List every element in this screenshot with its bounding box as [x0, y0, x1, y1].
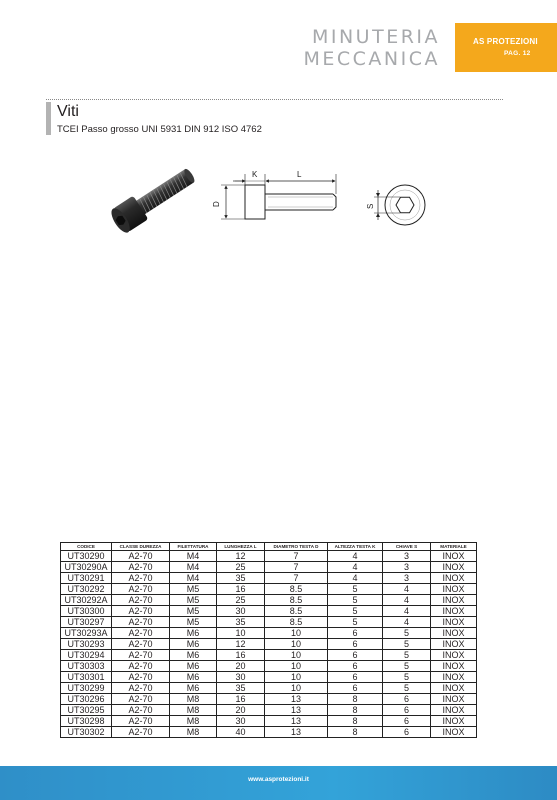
table-cell: M8 [170, 694, 217, 705]
table-cell: 6 [383, 694, 431, 705]
table-cell: UT30292A [61, 595, 112, 606]
screw-drawings [0, 150, 557, 250]
table-cell: UT30298 [61, 716, 112, 727]
column-header: LUNGHEZZA L [217, 543, 265, 551]
table-cell: UT30302 [61, 727, 112, 738]
table-cell: 8.5 [265, 617, 328, 628]
table-cell: 4 [383, 584, 431, 595]
table-header-row [61, 543, 477, 551]
table-cell: INOX [431, 650, 477, 661]
table-cell: 20 [217, 661, 265, 672]
table-row [61, 628, 477, 639]
table-cell: 40 [217, 727, 265, 738]
table-cell: 30 [217, 606, 265, 617]
table-cell: A2-70 [112, 661, 170, 672]
table-cell: 3 [383, 573, 431, 584]
table-cell: UT30290 [61, 551, 112, 562]
table-cell: M5 [170, 584, 217, 595]
section-title: Viti [57, 103, 79, 120]
table-cell: 25 [217, 595, 265, 606]
table-cell: 5 [383, 672, 431, 683]
table-cell: INOX [431, 639, 477, 650]
badge-company: AS PROTEZIONI [473, 37, 538, 46]
table-cell: A2-70 [112, 551, 170, 562]
column-header: FILETTATURA [170, 543, 217, 551]
table-row [61, 551, 477, 562]
footer-website-link[interactable]: www.asprotezioni.it [248, 776, 309, 783]
table-cell: INOX [431, 672, 477, 683]
table-cell: UT30303 [61, 661, 112, 672]
brand-line-1: MINUTERIA [311, 26, 440, 48]
table-cell: 10 [265, 661, 328, 672]
table-row [61, 584, 477, 595]
table-cell: 5 [328, 606, 383, 617]
table-cell: 6 [328, 639, 383, 650]
table-cell: A2-70 [112, 595, 170, 606]
table-cell: 10 [265, 639, 328, 650]
table-cell: 4 [328, 562, 383, 573]
table-cell: M5 [170, 617, 217, 628]
table-cell: 13 [265, 716, 328, 727]
table-cell: 5 [383, 628, 431, 639]
table-cell: 25 [217, 562, 265, 573]
table-cell: M8 [170, 727, 217, 738]
table-cell: M5 [170, 606, 217, 617]
table-row [61, 694, 477, 705]
footer-bar [0, 766, 557, 800]
table-row [61, 639, 477, 650]
table-cell: UT30293A [61, 628, 112, 639]
table-cell: 10 [265, 672, 328, 683]
table-row [61, 562, 477, 573]
table-cell: A2-70 [112, 727, 170, 738]
table-cell: 6 [383, 716, 431, 727]
table-cell: 8.5 [265, 606, 328, 617]
table-row [61, 727, 477, 738]
screw-side-view [221, 174, 336, 219]
table-cell: INOX [431, 727, 477, 738]
table-cell: A2-70 [112, 694, 170, 705]
table-cell: 7 [265, 573, 328, 584]
table-cell: INOX [431, 628, 477, 639]
table-cell: A2-70 [112, 705, 170, 716]
table-cell: 6 [383, 705, 431, 716]
table-cell: INOX [431, 562, 477, 573]
table-cell: M6 [170, 661, 217, 672]
label-s: S [366, 203, 375, 209]
column-header: DIAMETRO TESTA D [265, 543, 328, 551]
table-cell: A2-70 [112, 573, 170, 584]
column-header: MATERIALE [431, 543, 477, 551]
table-cell: M6 [170, 650, 217, 661]
table-cell: UT30292 [61, 584, 112, 595]
table-row [61, 595, 477, 606]
table-cell: 7 [265, 551, 328, 562]
table-cell: INOX [431, 705, 477, 716]
table-row [61, 650, 477, 661]
table-cell: 3 [383, 562, 431, 573]
table-cell: M6 [170, 639, 217, 650]
table-cell: 13 [265, 694, 328, 705]
table-cell: UT30290A [61, 562, 112, 573]
table-cell: 4 [383, 606, 431, 617]
table-cell: INOX [431, 551, 477, 562]
table-cell: 5 [383, 661, 431, 672]
screw-3d-illustration [108, 162, 200, 235]
table-body [61, 551, 477, 738]
table-cell: 5 [383, 639, 431, 650]
table-cell: M4 [170, 551, 217, 562]
table-cell: A2-70 [112, 650, 170, 661]
table-cell: 5 [383, 683, 431, 694]
table-cell: 35 [217, 683, 265, 694]
table-cell: 13 [265, 705, 328, 716]
table-row [61, 661, 477, 672]
table-cell: UT30293 [61, 639, 112, 650]
table-cell: 8 [328, 705, 383, 716]
table-cell: INOX [431, 595, 477, 606]
table-cell: M4 [170, 562, 217, 573]
table-cell: 10 [265, 628, 328, 639]
table-cell: A2-70 [112, 672, 170, 683]
table-cell: M6 [170, 628, 217, 639]
label-d: D [212, 201, 221, 207]
table-cell: UT30291 [61, 573, 112, 584]
section-subtitle: TCEI Passo grosso UNI 5931 DIN 912 ISO 4762 [57, 124, 262, 135]
table-cell: 35 [217, 617, 265, 628]
table-cell: 8 [328, 727, 383, 738]
table-cell: 4 [383, 595, 431, 606]
table-cell: A2-70 [112, 628, 170, 639]
table-cell: UT30294 [61, 650, 112, 661]
table-cell: 16 [217, 650, 265, 661]
label-l: L [297, 170, 302, 179]
column-header: ALTEZZA TESTA K [328, 543, 383, 551]
table-cell: INOX [431, 606, 477, 617]
table-cell: 12 [217, 551, 265, 562]
column-header: CLASSE DUREZZA [112, 543, 170, 551]
table-row [61, 573, 477, 584]
table-cell: 6 [328, 672, 383, 683]
table-row [61, 683, 477, 694]
table-cell: 8 [328, 716, 383, 727]
table-cell: 5 [328, 617, 383, 628]
table-row [61, 672, 477, 683]
table-cell: A2-70 [112, 716, 170, 727]
table-cell: 10 [265, 650, 328, 661]
header-divider [46, 99, 503, 100]
table-cell: UT30296 [61, 694, 112, 705]
table-cell: 5 [328, 584, 383, 595]
table-cell: INOX [431, 617, 477, 628]
page-badge [455, 23, 557, 72]
column-header: CODICE [61, 543, 112, 551]
table-cell: 6 [383, 727, 431, 738]
table-cell: A2-70 [112, 562, 170, 573]
table-cell: A2-70 [112, 683, 170, 694]
table-cell: 8 [328, 694, 383, 705]
table-cell: M6 [170, 672, 217, 683]
specs-table-wrapper [60, 542, 476, 738]
table-cell: 30 [217, 672, 265, 683]
table-cell: M5 [170, 595, 217, 606]
table-cell: A2-70 [112, 606, 170, 617]
table-cell: M8 [170, 705, 217, 716]
table-cell: 35 [217, 573, 265, 584]
table-cell: M6 [170, 683, 217, 694]
table-cell: 4 [383, 617, 431, 628]
specs-table [60, 542, 477, 738]
table-cell: 16 [217, 694, 265, 705]
table-cell: UT30299 [61, 683, 112, 694]
table-cell: 6 [328, 628, 383, 639]
brand-title [0, 26, 440, 70]
table-cell: INOX [431, 694, 477, 705]
table-row [61, 716, 477, 727]
table-cell: UT30295 [61, 705, 112, 716]
column-header: CHIAVE S [383, 543, 431, 551]
table-cell: 8.5 [265, 584, 328, 595]
table-cell: 16 [217, 584, 265, 595]
table-cell: 13 [265, 727, 328, 738]
table-cell: 4 [328, 573, 383, 584]
table-cell: 3 [383, 551, 431, 562]
table-cell: INOX [431, 683, 477, 694]
table-cell: 6 [328, 683, 383, 694]
table-cell: 6 [328, 650, 383, 661]
table-cell: 6 [328, 661, 383, 672]
table-cell: INOX [431, 661, 477, 672]
table-cell: INOX [431, 573, 477, 584]
table-cell: 10 [217, 628, 265, 639]
table-cell: 5 [328, 595, 383, 606]
table-cell: A2-70 [112, 617, 170, 628]
screw-end-view [374, 185, 425, 225]
table-cell: M4 [170, 573, 217, 584]
table-cell: A2-70 [112, 584, 170, 595]
table-cell: 30 [217, 716, 265, 727]
table-cell: A2-70 [112, 639, 170, 650]
label-k: K [252, 170, 258, 179]
table-cell: 4 [328, 551, 383, 562]
table-row [61, 617, 477, 628]
badge-page-number: PAG. 12 [504, 50, 531, 57]
table-cell: 12 [217, 639, 265, 650]
table-cell: 7 [265, 562, 328, 573]
table-row [61, 606, 477, 617]
table-cell: INOX [431, 584, 477, 595]
table-cell: INOX [431, 716, 477, 727]
brand-line-2: MECCANICA [303, 48, 440, 70]
table-cell: 8.5 [265, 595, 328, 606]
table-cell: 10 [265, 683, 328, 694]
table-cell: UT30297 [61, 617, 112, 628]
table-cell: 5 [383, 650, 431, 661]
table-cell: UT30300 [61, 606, 112, 617]
table-cell: UT30301 [61, 672, 112, 683]
table-cell: M8 [170, 716, 217, 727]
section-accent-bar [46, 102, 51, 135]
table-row [61, 705, 477, 716]
table-cell: 20 [217, 705, 265, 716]
